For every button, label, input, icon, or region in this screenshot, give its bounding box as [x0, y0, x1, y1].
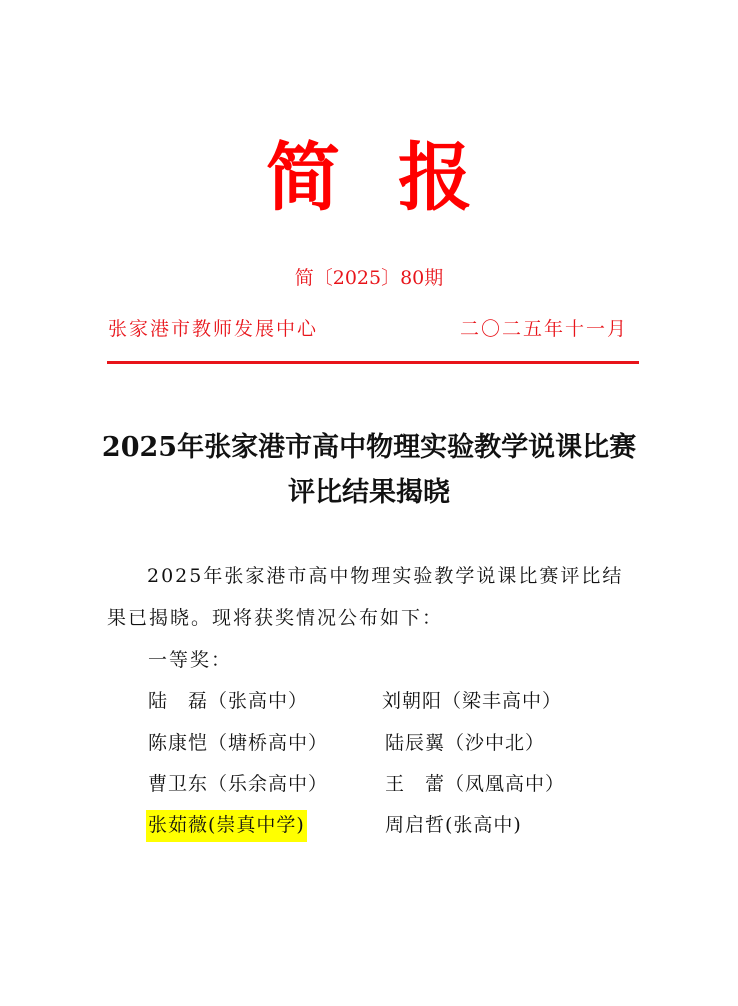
first-prize-label: 一等奖： — [148, 649, 233, 671]
winner-name: 陈康恺（塘桥高中） — [148, 732, 329, 754]
intro-paragraph-line-1: 2025年张家港市高中物理实验教学说课比赛评比结 — [147, 565, 624, 587]
header-divider — [107, 361, 639, 364]
intro-paragraph-line-2: 果已揭晓。现将获奖情况公布如下： — [107, 607, 444, 629]
issue-date: 二〇二五年十一月 — [460, 318, 629, 340]
article-title-line-2: 评比结果揭晓 — [288, 477, 450, 508]
winner-name: 陆辰翼（沙中北） — [385, 732, 546, 754]
winner-name: 陆 磊（张高中） — [148, 690, 309, 712]
winner-name: 刘朝阳（梁丰高中） — [382, 690, 563, 712]
winner-name: 周启哲(张高中) — [385, 814, 522, 836]
winner-name: 王 蕾（凤凰高中） — [385, 773, 566, 795]
winner-name: 曹卫东（乐余高中） — [148, 773, 329, 795]
highlight-mark: 张茹薇(崇真中学) — [146, 810, 307, 842]
article-title-line-1: 2025年张家港市高中物理实验教学说课比赛 — [101, 432, 637, 463]
winner-name-highlighted — [148, 812, 307, 838]
masthead-title: 简报 — [266, 135, 530, 221]
issue-number: 简〔2025〕80期 — [294, 267, 444, 289]
organization-name: 张家港市教师发展中心 — [108, 318, 319, 340]
